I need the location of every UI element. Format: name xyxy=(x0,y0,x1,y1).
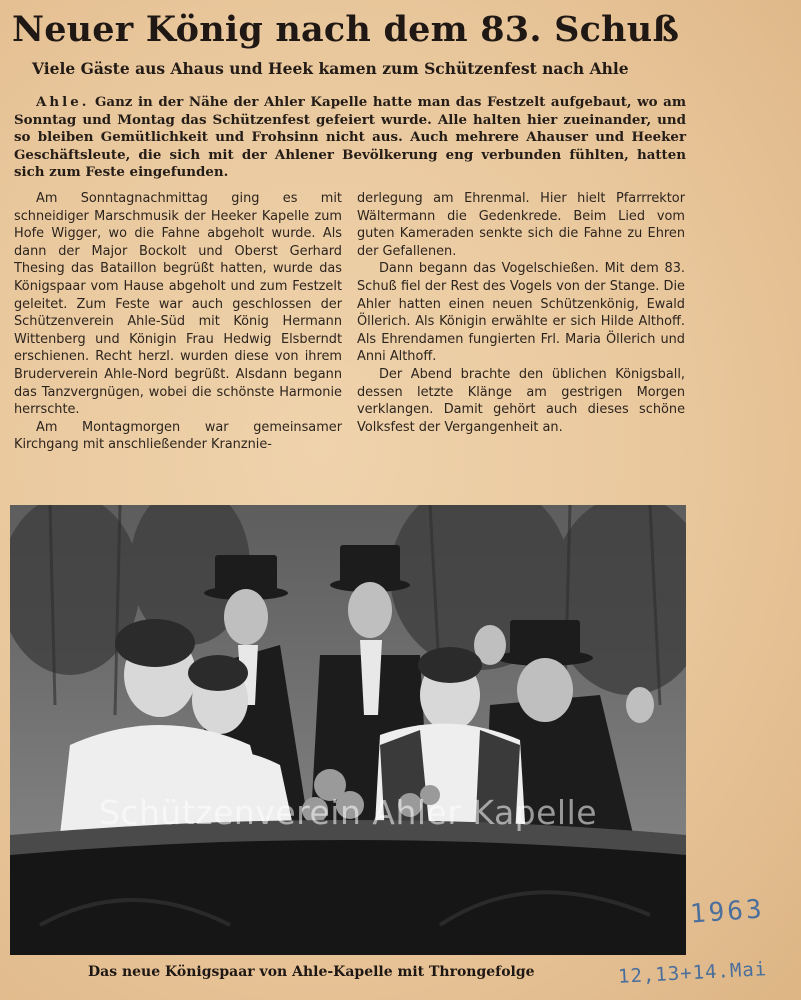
lead-dateline: Ahle. xyxy=(36,94,90,110)
article-column-right xyxy=(357,190,685,436)
lead-text: Ganz in der Nähe der Ahler Kapelle hatte man das Festzelt aufgebaut, wo am Sonntag und Montag das Schützenfest gefeiert wurde. Alle halten hier zueinander, und so bleiben Gemütlichkeit und Frohsinn nicht aus. Auch mehrere Ahauser und Heeker Geschäftsleute, die sich mit der Ahlener Bevölkerung eng verbunden fühlten, hatten sich zum Feste eingefunden. xyxy=(14,94,686,180)
handwritten-year: 1963 xyxy=(689,894,766,930)
column-paragraph: Der Abend brachte den üblichen Königsball, dessen letzte Klänge am gestrigen Morgen verklangen. Damit gehört auch dieses schöne Volksfest der Vergangenheit an. xyxy=(357,366,685,435)
subheadline: Viele Gäste aus Ahaus und Heek kamen zum Schützenfest nach Ahle xyxy=(32,59,629,78)
article-column-left xyxy=(14,190,342,454)
handwritten-dates: 12,13+14.Mai xyxy=(617,958,768,988)
lead-paragraph xyxy=(14,94,686,182)
column-paragraph: Dann begann das Vogelschießen. Mit dem 83. Schuß fiel der Rest des Vogels von der Stange. Die Ahler hatten einen neuen Schützenkönig, Ewald Öllerich. Als Königin erwählte er sich Hilde Althoff. Als Ehrendamen fungierten Frl. Maria Öllerich und Anni Althoff. xyxy=(357,261,685,365)
photo-caption: Das neue Königspaar von Ahle-Kapelle mit Throngefolge xyxy=(88,964,535,980)
column-paragraph: Am Sonntagnachmittag ging es mit schneidiger Marschmusik der Heeker Kapelle zum Hofe Wigger, wo die Fahne abgeholt wurde. Als dann der Major Bockolt und Oberst Gerhard Thesing das Bataillon begrüßt hatten, wurde das Königspaar vom Hause abgeholt und zum Festzelt geleitet. Zum Feste war auch geschlossen der Schützenverein Ahle-Süd mit König Hermann Wittenberg und Königin Frau Hedwig Elsberndt erschienen. Recht herzl. wurden diese von ihrem Bruderverein Ahle-Nord begrüßt. Alsdann begann das Tanzvergnügen, wobei die schönste Harmonie herrschte. xyxy=(14,191,342,418)
photo-watermark: Schützenverein Ahler Kapelle xyxy=(98,793,598,832)
column-paragraph: Am Montagmorgen war gemeinsamer Kirchgang mit anschließender Kranznie- xyxy=(14,419,342,453)
column-paragraph: derlegung am Ehrenmal. Hier hielt Pfarrrektor Wältermann die Gedenkrede. Beim Lied vom guten Kameraden senkte sich die Fahne zu Ehren der Gefallenen. xyxy=(357,191,685,259)
group-photo xyxy=(10,505,686,955)
headline: Neuer König nach dem 83. Schuß xyxy=(12,9,680,50)
photo-illustration xyxy=(10,505,686,955)
